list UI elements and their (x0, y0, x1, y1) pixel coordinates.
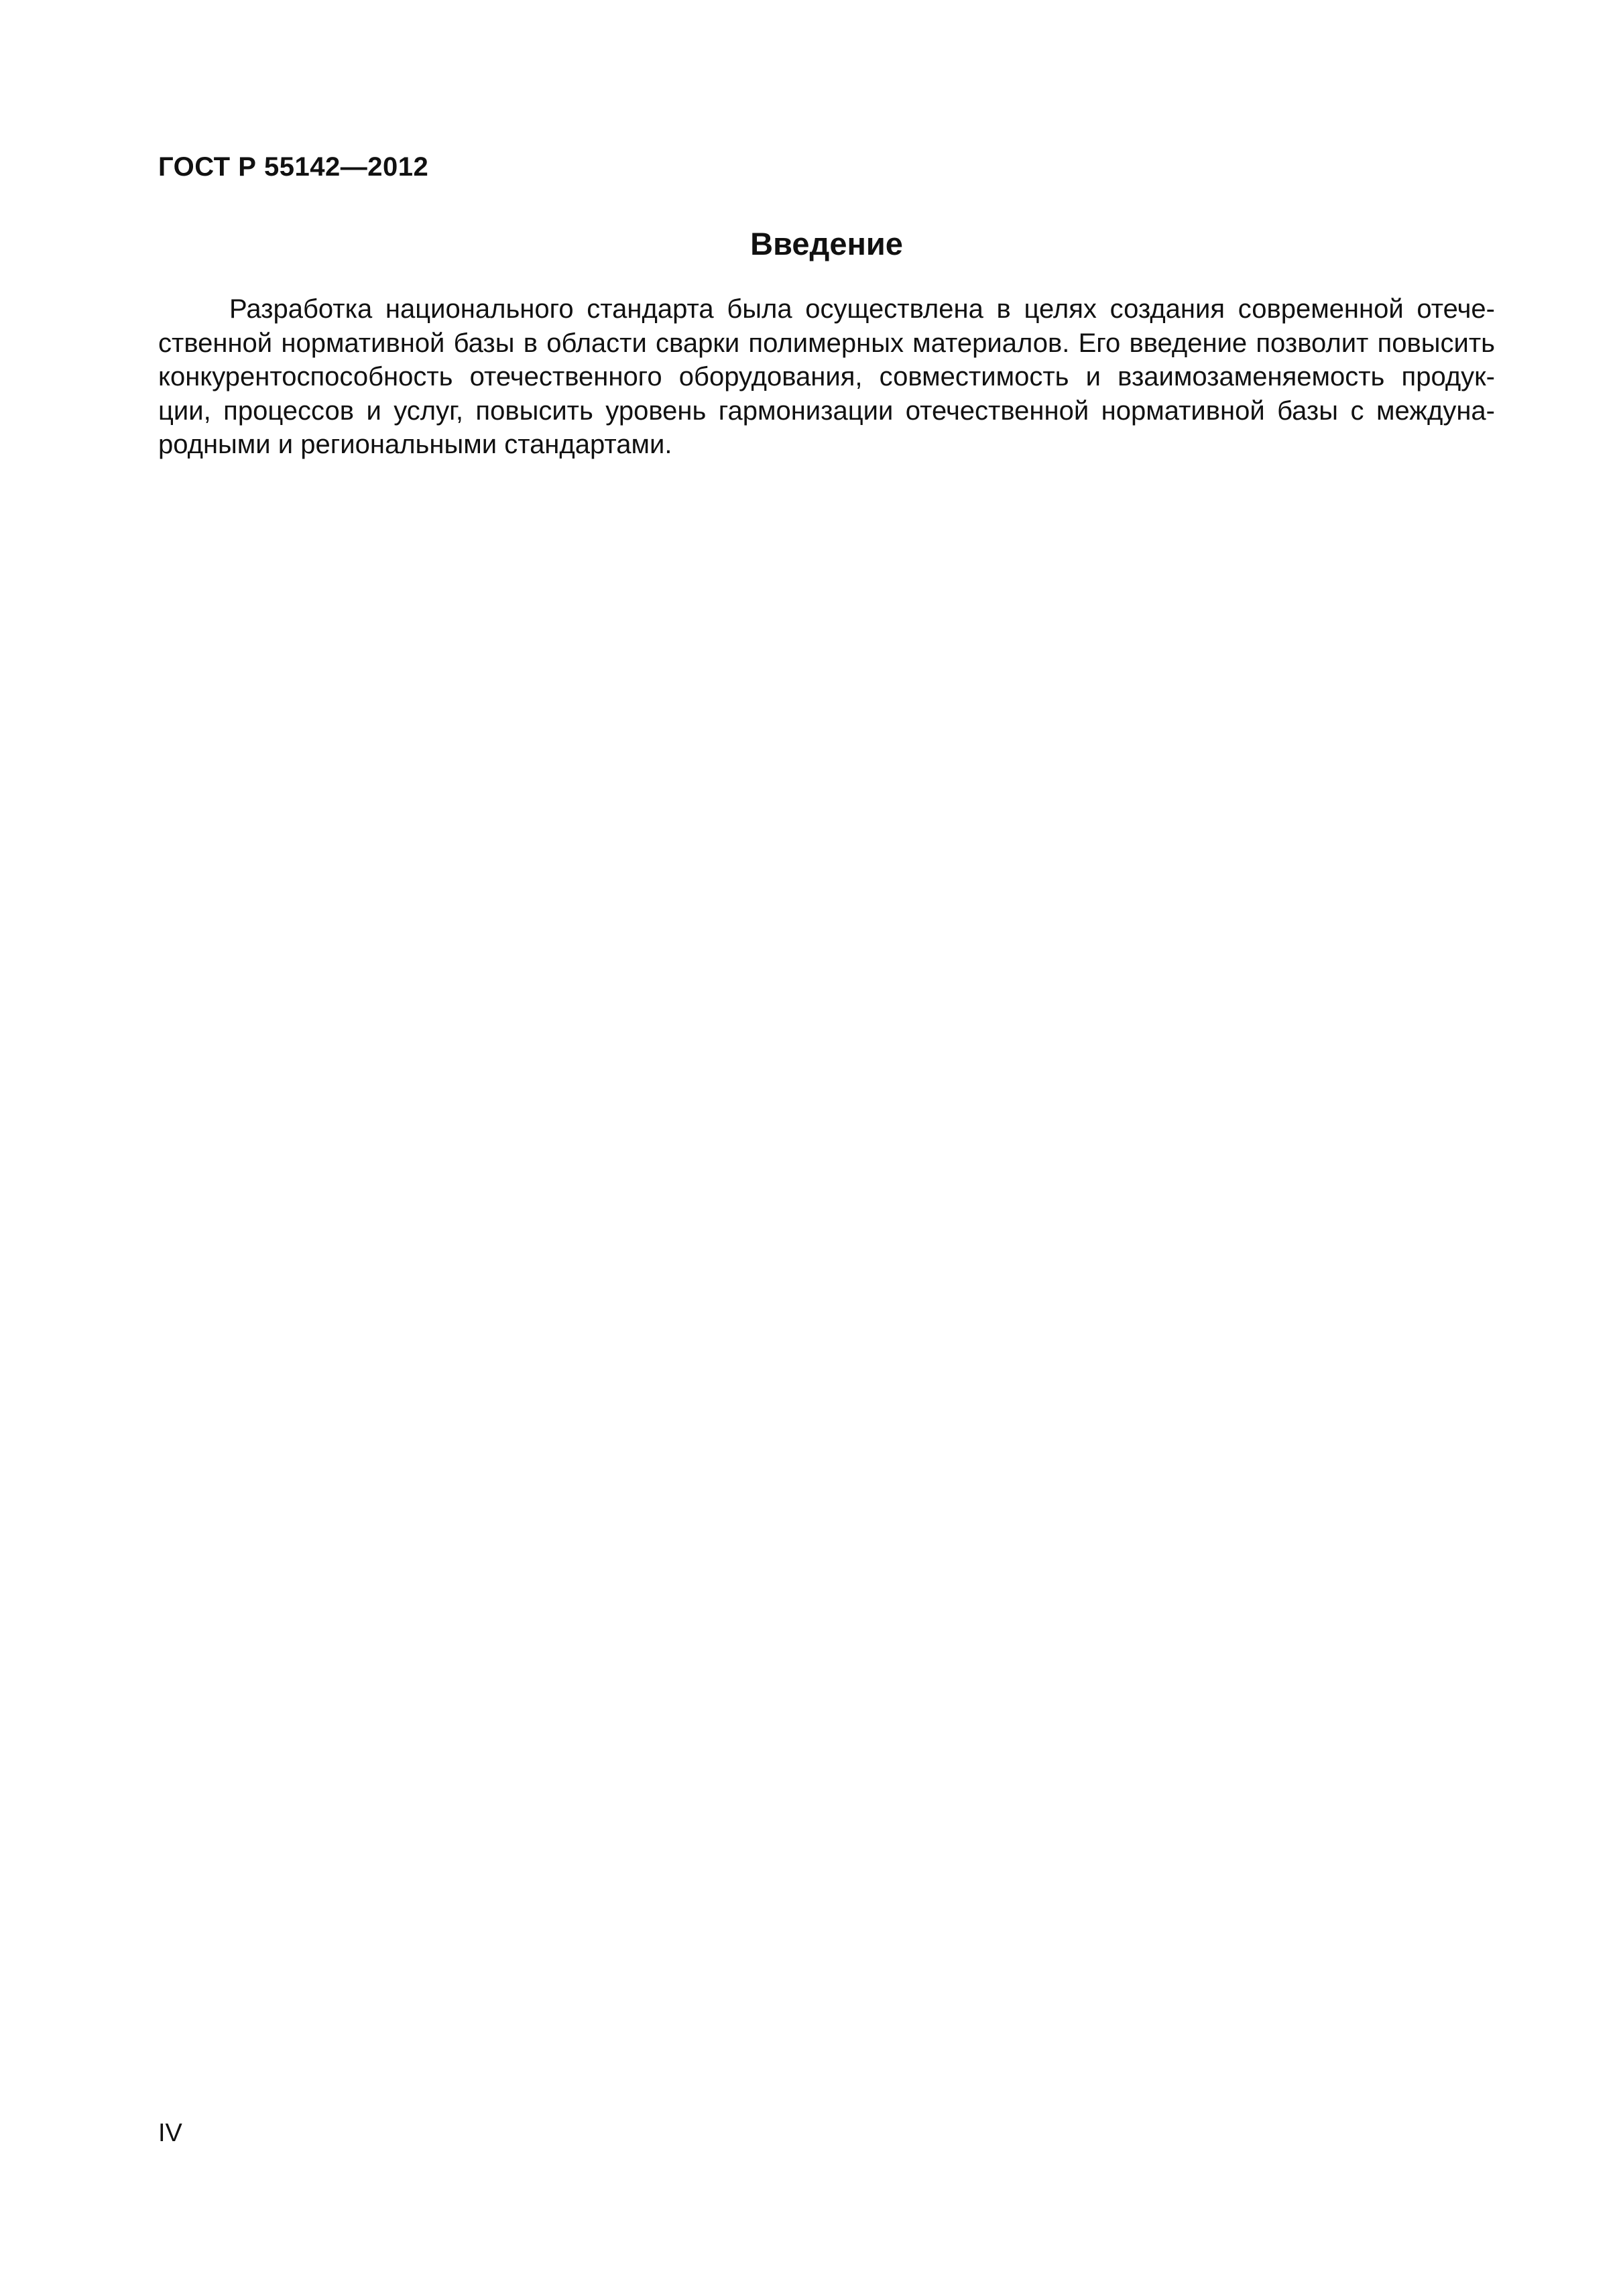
page-number: IV (158, 2119, 182, 2147)
paragraph-line: Разработка национального стандарта была осуществлена в целях создания современной отече- (229, 294, 1495, 324)
paragraph-line: ции, процессов и услуг, повысить уровень гармонизации отечественной нормативной базы с междуна- (158, 396, 1495, 426)
document-id-header: ГОСТ Р 55142—2012 (158, 152, 429, 182)
body-paragraph (158, 292, 1495, 462)
paragraph-line: конкурентоспособность отечественного оборудования, совместимость и взаимозаменяемость продук- (158, 362, 1495, 391)
paragraph-line: родными и региональными стандартами. (158, 430, 672, 459)
section-title: Введение (750, 226, 903, 261)
paragraph-line: ственной нормативной базы в области сварки полимерных материалов. Его введение позволит повысить (158, 328, 1495, 358)
